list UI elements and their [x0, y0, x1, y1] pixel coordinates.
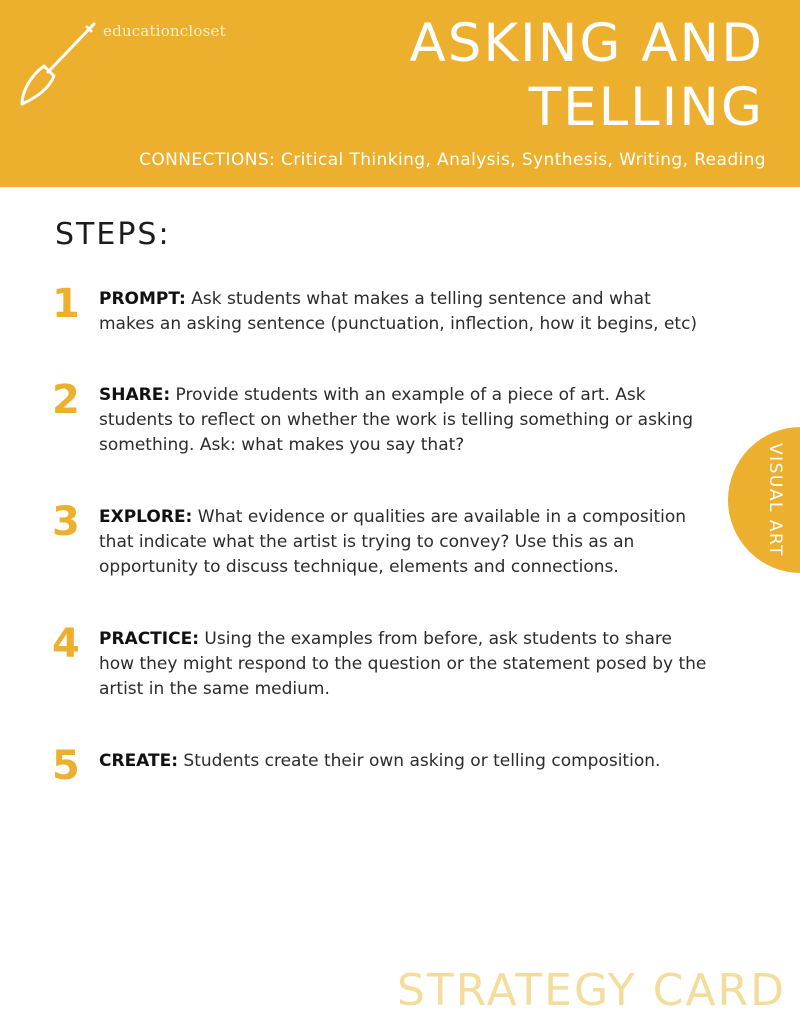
title-line-1: ASKING AND [409, 13, 764, 74]
step-number: 2 [52, 377, 80, 423]
side-tab-text: VISUAL ART [765, 443, 785, 557]
connections-line: CONNECTIONS: Critical Thinking, Analysis, Synthesis, Writing, Reading [139, 150, 766, 170]
step-label: PROMPT: [99, 289, 186, 309]
footer-label: STRATEGY CARD [397, 965, 786, 1016]
step-text [99, 627, 709, 702]
step-text [99, 287, 709, 337]
side-tab-label [740, 427, 800, 573]
step-number: 1 [52, 281, 80, 327]
step-label: EXPLORE: [99, 507, 193, 527]
title-line-2: TELLING [528, 77, 764, 138]
steps-heading: STEPS: [55, 217, 171, 252]
step-body: Provide students with an example of a piece of art. Ask students to reflect on whether the work is telling something or asking something. Ask: what makes you say that? [99, 385, 694, 455]
step-label: PRACTICE: [99, 629, 199, 649]
header-banner [0, 0, 800, 187]
page-title [409, 12, 764, 140]
brand-name: educationcloset [103, 22, 226, 40]
step-body: Students create their own asking or telling composition. [178, 751, 661, 771]
step-label: SHARE: [99, 385, 171, 405]
step-number: 5 [52, 743, 80, 789]
paintbrush-icon [14, 20, 100, 110]
step-text [99, 383, 709, 458]
step-text [99, 505, 709, 580]
step-number: 4 [52, 621, 80, 667]
step-body: What evidence or qualities are available in a composition that indicate what the artist is trying to convey? Use this as an opportunity to discuss technique, elements and connections. [99, 507, 687, 577]
step-text [99, 749, 709, 774]
step-label: CREATE: [99, 751, 179, 771]
step-number: 3 [52, 499, 80, 545]
step-body: Using the examples from before, ask students to share how they might respond to the question or the statement posed by the artist in the same medium. [99, 629, 707, 699]
step-body: Ask students what makes a telling sentence and what makes an asking sentence (punctuation, inflection, how it begins, etc) [99, 289, 698, 334]
